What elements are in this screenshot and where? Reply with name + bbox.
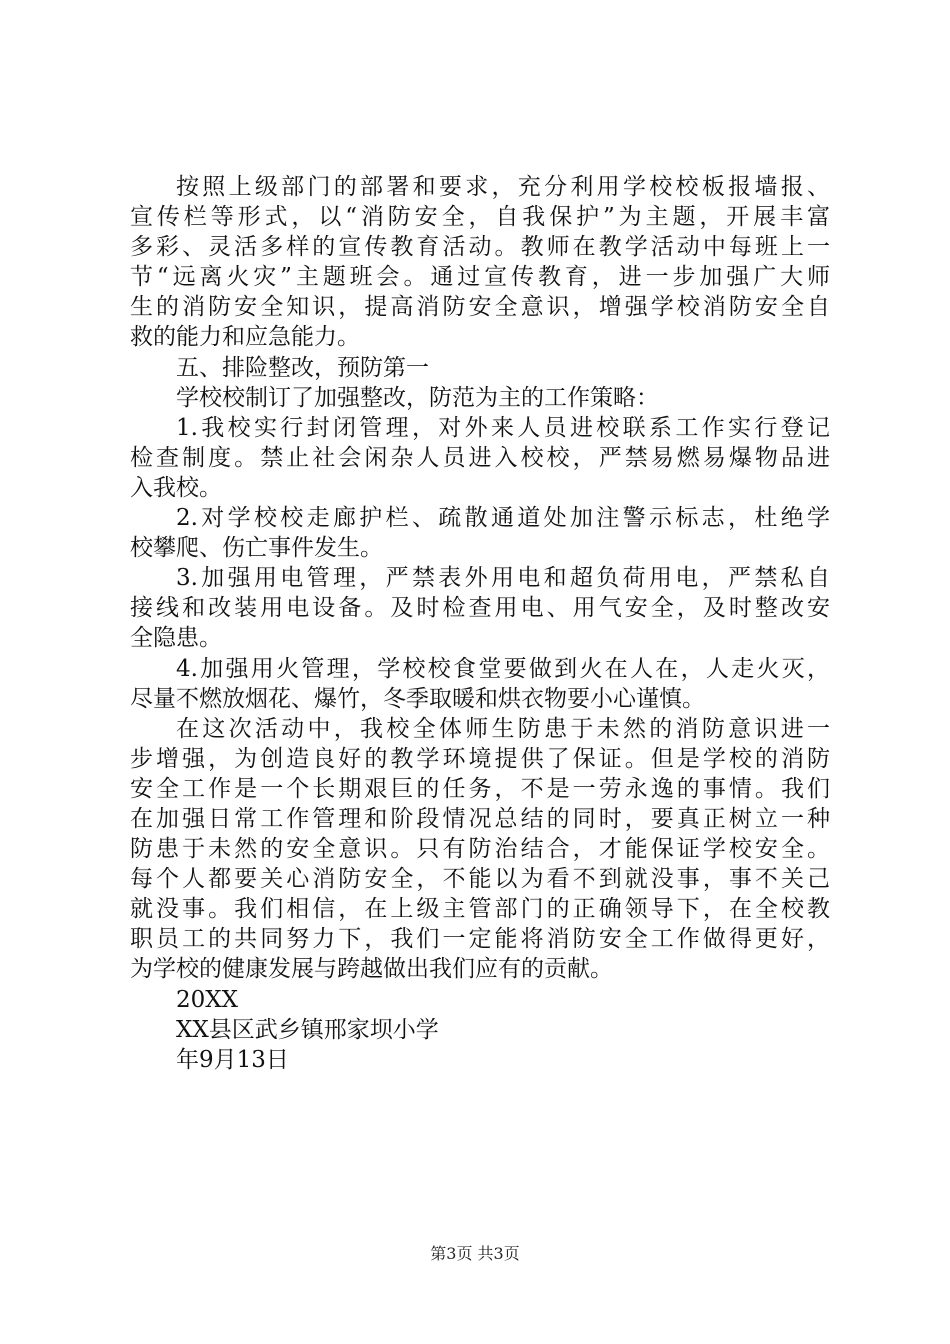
text-line: 检查制度。禁止社会闲杂人员进入校校，严禁易燃易爆物品进 xyxy=(130,444,830,471)
text-line: 年9月13日 xyxy=(176,1046,289,1073)
text-line: 4.加强用火管理，学校校食堂要做到火在人在，人走火灭， xyxy=(176,655,830,682)
text-line: 3.加强用电管理，严禁表外用电和超负荷用电，严禁私自 xyxy=(176,565,830,592)
text-line: 学校校制订了加强整改，防范为主的工作策略： xyxy=(176,384,659,411)
text-line: 多彩、灵活多样的宣传教育活动。教师在教学活动中每班上一 xyxy=(130,234,830,261)
text-line: 2.对学校校走廊护栏、疏散通道处加注警示标志，杜绝学 xyxy=(176,505,830,532)
text-line: 步增强，为创造良好的教学环境提供了保证。但是学校的消防 xyxy=(130,745,830,772)
text-line: 节“远离火灾”主题班会。通过宣传教育，进一步加强广大师 xyxy=(130,264,830,291)
page-footer: 第3页 共3页 xyxy=(430,1244,520,1263)
text-line: 生的消防安全知识，提高消防安全意识，增强学校消防安全自 xyxy=(130,294,830,321)
document-body xyxy=(130,172,830,1075)
text-line: XX县区武乡镇邢家坝小学 xyxy=(176,1016,439,1043)
text-line: 就没事。我们相信，在上级主管部门的正确领导下，在全校教 xyxy=(130,896,830,923)
text-line: 安全工作是一个长期艰巨的任务，不是一劳永逸的事情。我们 xyxy=(130,775,830,802)
text-line: 五、排险整改，预防第一 xyxy=(176,354,429,381)
text-line: 尽量不燃放烟花、爆竹，冬季取暖和烘衣物要小心谨慎。 xyxy=(130,685,705,712)
text-line: 1.我校实行封闭管理，对外来人员进校联系工作实行登记 xyxy=(176,414,830,441)
text-line: 接线和改装用电设备。及时检查用电、用气安全，及时整改安 xyxy=(130,595,830,622)
text-line: 在这次活动中，我校全体师生防患于未然的消防意识进一 xyxy=(176,715,830,742)
text-line: 每个人都要关心消防安全，不能以为看不到就没事，事不关己 xyxy=(130,866,830,893)
text-line: 20XX xyxy=(176,986,239,1013)
text-line: 防患于未然的安全意识。只有防治结合，才能保证学校安全。 xyxy=(130,836,830,863)
text-line: 全隐患。 xyxy=(130,625,222,652)
text-line: 在加强日常工作管理和阶段情况总结的同时，要真正树立一种 xyxy=(130,805,830,832)
text-line: 按照上级部门的部署和要求，充分利用学校校板报墙报、 xyxy=(176,174,830,200)
text-line: 为学校的健康发展与跨越做出我们应有的贡献。 xyxy=(130,956,613,983)
text-line: 宣传栏等形式，以“消防安全，自我保护”为主题，开展丰富 xyxy=(130,204,830,231)
text-line: 职员工的共同努力下，我们一定能将消防安全工作做得更好， xyxy=(130,926,830,953)
text-line: 校攀爬、伤亡事件发生。 xyxy=(130,535,383,562)
text-line: 入我校。 xyxy=(130,474,222,501)
text-line: 救的能力和应急能力。 xyxy=(130,324,360,351)
